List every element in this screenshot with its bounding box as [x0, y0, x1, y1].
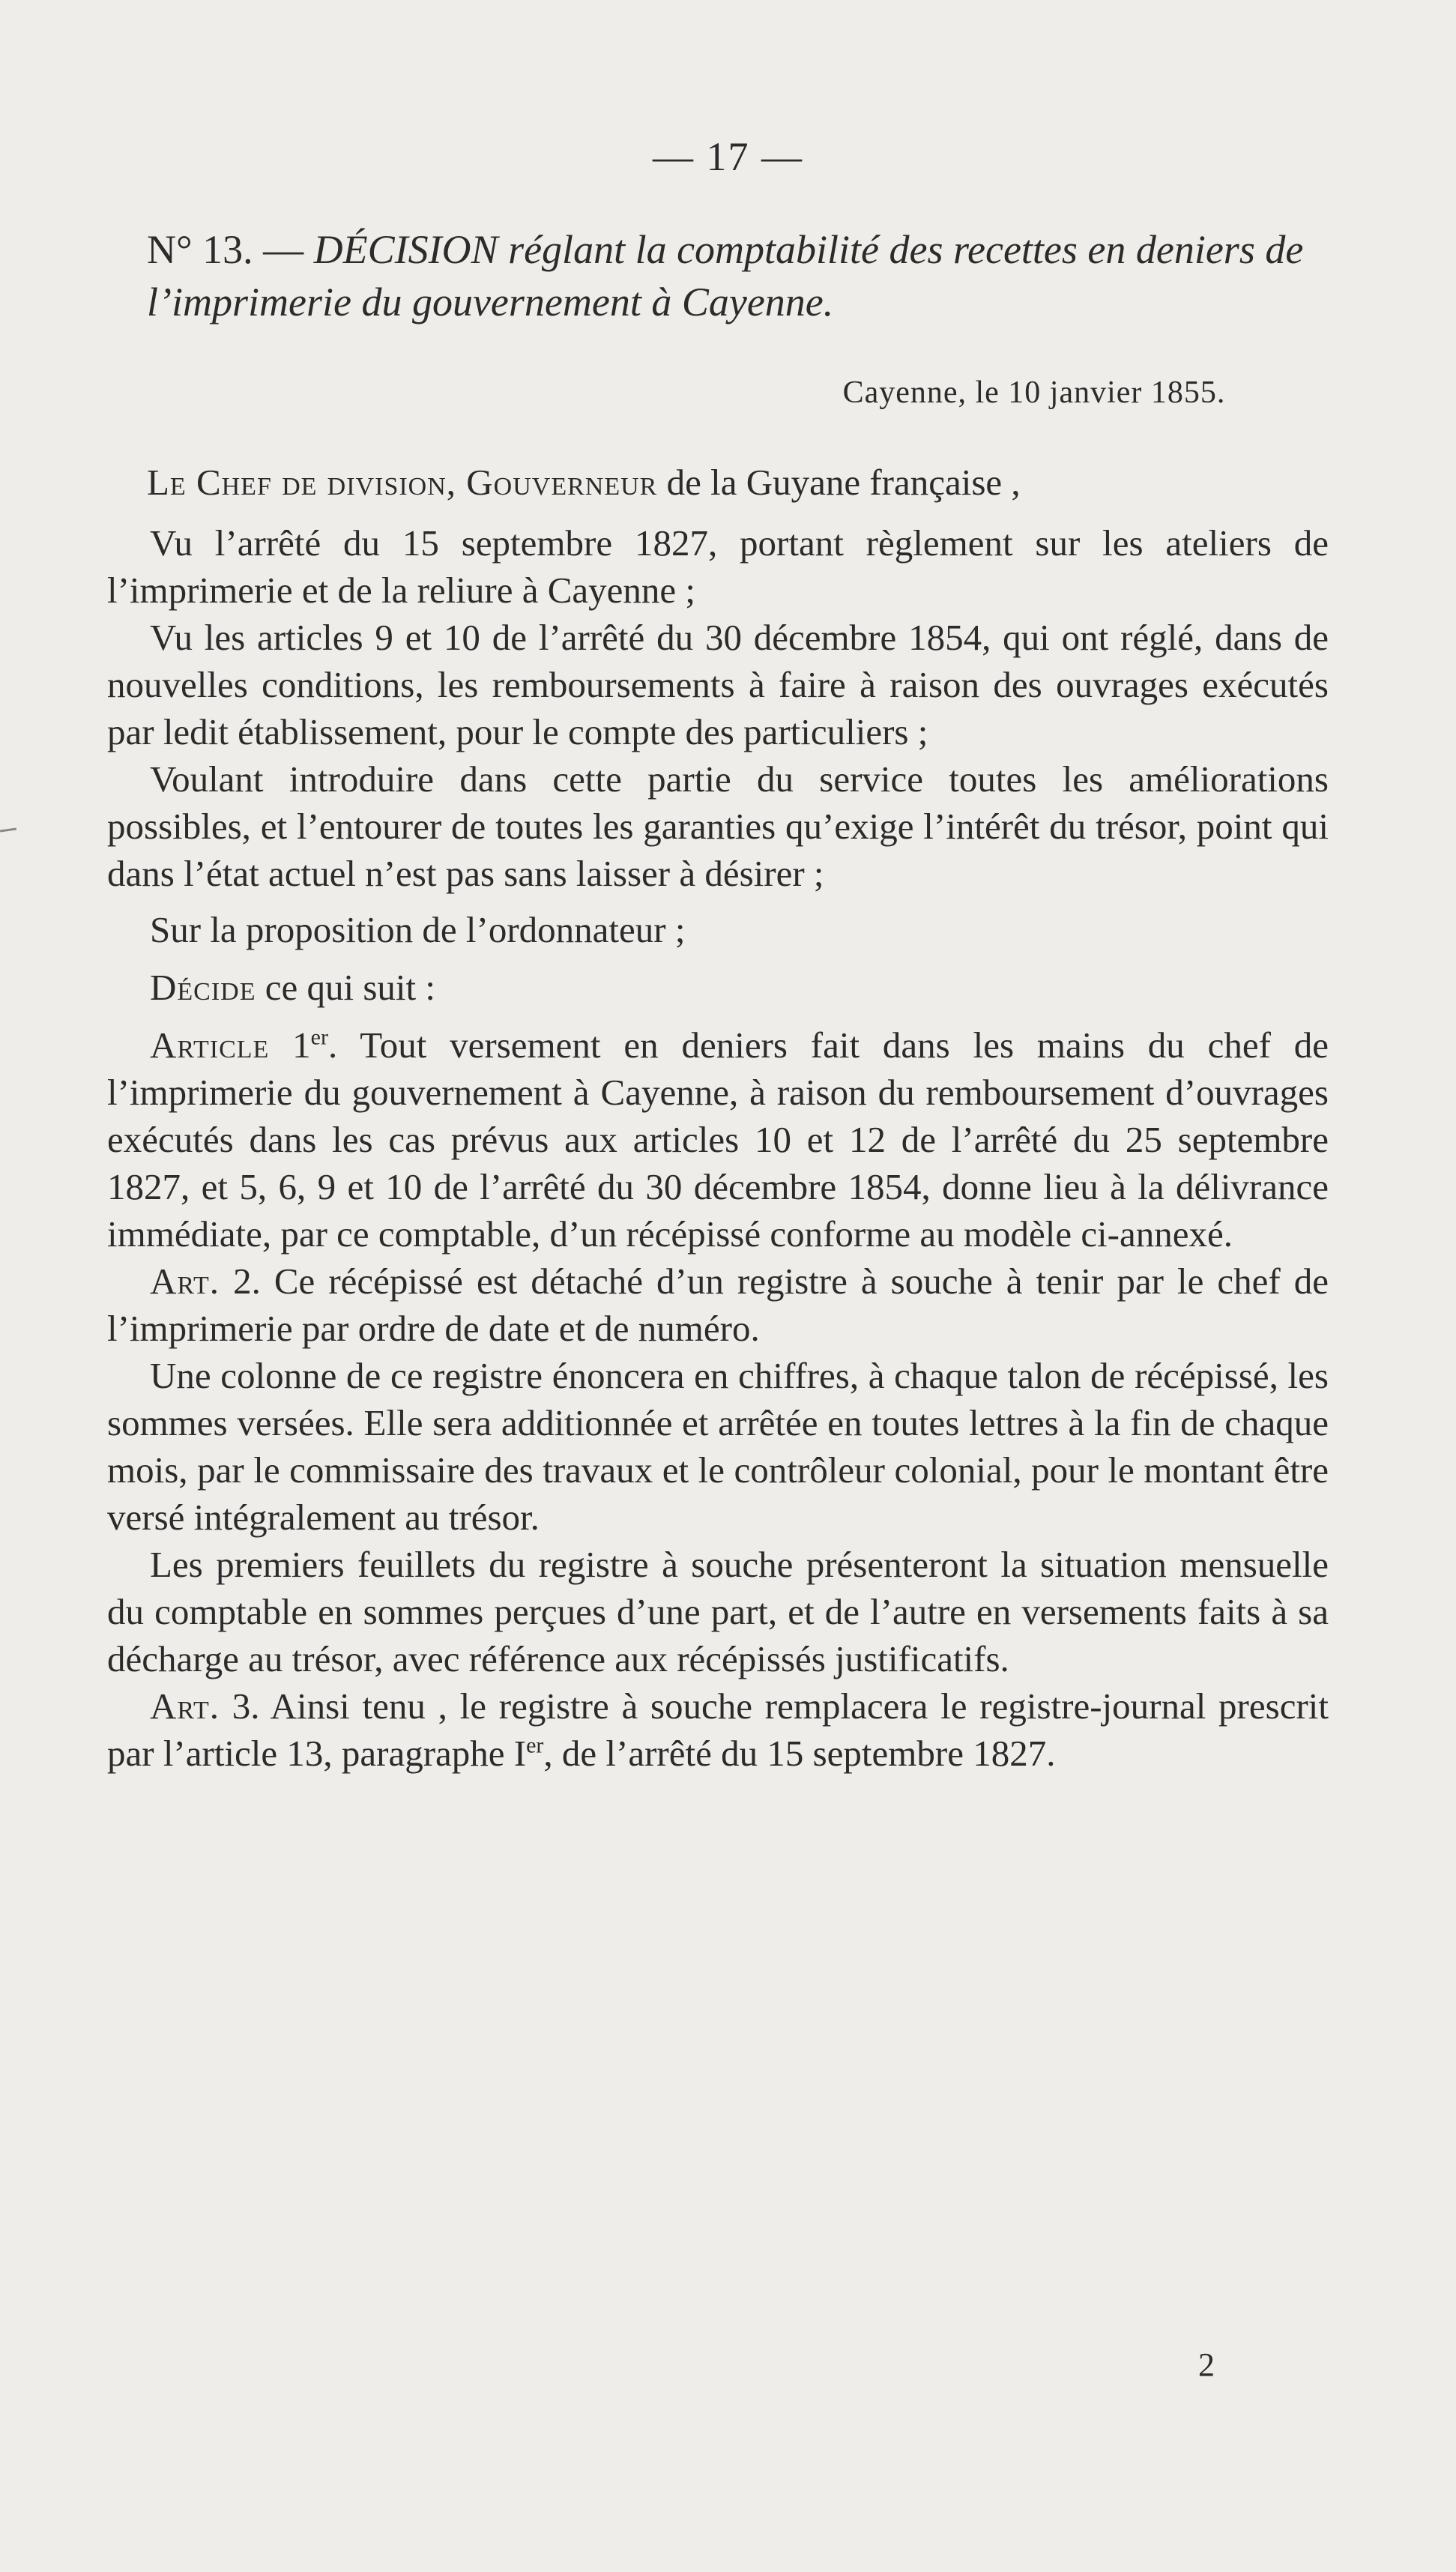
article-3-text-before: 3. Ainsi tenu , le registre à souche remplacera le registre-journal prescrit par l’article 13, paragraphe I — [107, 1685, 1329, 1774]
article-2-paragraph-3: Les premiers feuillets du registre à souche présenteront la situation mensuelle du comptable en sommes perçues d’une part, et de l’autre en versements faits à sa décharge au trésor, avec référence aux récépissés justificatifs. — [107, 1544, 1329, 1679]
considerant-4: Sur la proposition de l’ordonnateur ; — [150, 909, 686, 950]
decide-word: Décide — [150, 967, 256, 1008]
article-3 — [107, 1682, 1329, 1777]
body-text — [107, 459, 1329, 1777]
page-number: — 17 — — [653, 134, 803, 179]
preamble — [107, 459, 1329, 506]
preamble-lead: Le Chef de division, Gouverneur — [147, 462, 658, 503]
article-1-label: Article — [150, 1024, 270, 1066]
considerant-2: Vu les articles 9 et 10 de l’arrêté du 30 décembre 1854, qui ont réglé, dans de nouvelles conditions, les remboursements à faire à raison des ouvrages exécutés par ledit établissement, pour le compte des particuliers ; — [107, 617, 1329, 752]
article-3-text-after: , de l’arrêté du 15 septembre 1827. — [543, 1733, 1056, 1774]
signature-mark: 2 — [1198, 2346, 1215, 2383]
decide-line — [107, 964, 1329, 1011]
decision-number: N° 13. — — [147, 227, 314, 272]
considerant-1: Vu l’arrêté du 15 septembre 1827, portant règlement sur les ateliers de l’imprimerie et de la reliure à Cayenne ; — [107, 522, 1329, 611]
dateline: Cayenne, le 10 janvier 1855. — [842, 375, 1226, 410]
article-3-sup: er — [526, 1733, 544, 1758]
decision-subject: réglant la comptabilité des recettes en deniers de l’imprimerie du gouvernement à Cayenne. — [147, 227, 1304, 324]
article-1 — [107, 1021, 1329, 1258]
margin-mark — [0, 827, 16, 832]
article-2 — [107, 1258, 1329, 1352]
article-2-label: Art. — [150, 1261, 220, 1302]
article-3-label: Art. — [150, 1685, 220, 1727]
preamble-rest: de la Guyane française , — [657, 462, 1021, 503]
article-1-num: 1 — [269, 1024, 311, 1066]
article-1-text: . Tout versement en deniers fait dans les mains du chef de l’imprimerie du gouvernement à Cayenne, à raison du remboursement d’ouvrages exécutés dans les cas prévus aux articles 10 et 12 de l’arrêté du 25 septembre 1827, et 5, 6, 9 et 10 de l’arrêté du 30 décembre 1854, donne lieu à la délivrance immédiate, par ce comptable, d’un récépissé conforme au modèle ci-annexé. — [107, 1024, 1329, 1255]
considerant-3: Voulant introduire dans cette partie du service toutes les améliorations possibles, et l’entourer de toutes les garanties qu’exige l’intérêt du trésor, point qui dans l’état actuel n’est pas sans laisser à désirer ; — [107, 758, 1329, 894]
decision-title — [147, 223, 1331, 328]
article-2-text: 2. Ce récépissé est détaché d’un registre à souche à tenir par le chef de l’imprimerie par ordre de date et de numéro. — [107, 1261, 1329, 1349]
article-1-sup: er — [310, 1024, 328, 1050]
article-2-paragraph-2: Une colonne de ce registre énoncera en chiffres, à chaque talon de récépissé, les sommes versées. Elle sera additionnée et arrêtée en toutes lettres à la fin de chaque mois, par le commissaire des travaux et le contrôleur colonial, pour le montant être versé intégralement au trésor. — [107, 1355, 1329, 1538]
decision-word: DÉCISION — [313, 227, 498, 272]
decide-rest: ce qui suit : — [256, 967, 436, 1008]
